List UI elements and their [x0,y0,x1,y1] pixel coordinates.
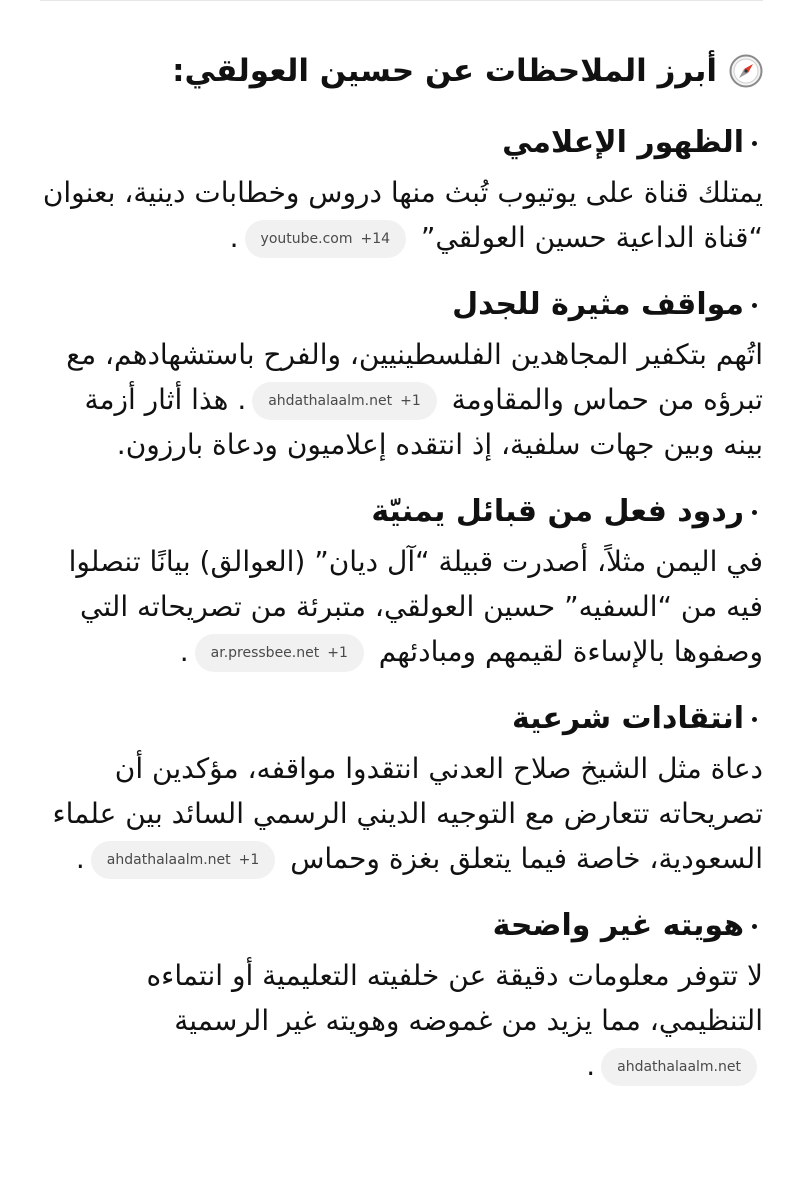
bullet-dot [752,510,757,515]
source-chip[interactable] [195,634,364,672]
section-religious-criticism [36,692,763,881]
source-chip[interactable] [601,1048,757,1086]
section-controversial-positions [36,278,763,467]
source-chip[interactable] [252,382,437,420]
bullet-dot [752,303,757,308]
source-chip[interactable] [91,841,276,879]
section-tribal-reactions [36,485,763,674]
section-unclear-identity [36,899,763,1088]
source-domain: ahdathalaalm.net [617,1058,741,1075]
source-count: +14 [360,230,391,247]
source-chip[interactable] [245,220,406,258]
source-domain: ahdathalaalm.net [106,851,231,868]
section-heading: انتقادات شرعية [36,692,763,746]
bullet-dot [752,717,757,722]
section-heading: الظهور الإعلامي [36,116,763,170]
title-row [36,44,763,98]
source-domain: youtube.com [260,230,353,247]
section-paragraph: لا تتوفر معلومات دقيقة عن خلفيته التعليمية أو انتماءه التنظيمي، مما يزيد من غموضه وهويته غير الرسمية ahdathalaalm.net . [36,953,763,1088]
section-paragraph: دعاة مثل الشيخ صلاح العدني انتقدوا مواقفه، مؤكدين أن تصريحاته تتعارض مع التوجيه الديني الرسمي السائد بين علماء السعودية، خاصة فيما يتعلق بغزة وحماس ahdathalaalm.net +1 . [36,746,763,881]
section-paragraph: في اليمن مثلاً، أصدرت قبيلة “آل ديان” (العوالق) بيانًا تنصلوا فيه من “السفيه” حسين العولقي، متبرئة من تصريحاته التي وصفوها بالإساءة لقيمهم ومبادئهم ar.pressbee.net +1 . [36,539,763,674]
source-count: +1 [327,644,348,661]
compass-icon [729,54,763,88]
section-heading: هويته غير واضحة [36,899,763,953]
section-media-presence [36,116,763,260]
source-count: +1 [238,851,260,868]
section-paragraph: يمتلك قناة على يوتيوب تُبث منها دروس وخطابات دينية، بعنوان “قناة الداعية حسين العولقي” youtube.com +14 . [36,170,763,260]
section-heading: ردود فعل من قبائل يمنيّة [36,485,763,539]
page-title: أبرز الملاحظات عن حسين العولقي: [172,53,717,89]
section-paragraph: اتُهم بتكفير المجاهدين الفلسطينيين، والفرح باستشهادهم، مع تبرؤه من حماس والمقاومة ahdathalaalm.net +1 . هذا أثار أزمة بينه وبين جهات سلفية، إذ انتقده إعلاميون ودعاة بارزون. [66,338,763,461]
bullet-dot [752,924,757,929]
source-domain: ar.pressbee.net [210,644,320,661]
source-count: +1 [400,392,421,409]
response-content [36,44,763,1106]
section-heading: مواقف مثيرة للجدل [36,278,763,332]
top-divider [40,0,763,1]
bullet-dot [752,141,757,146]
source-domain: ahdathalaalm.net [268,392,393,409]
